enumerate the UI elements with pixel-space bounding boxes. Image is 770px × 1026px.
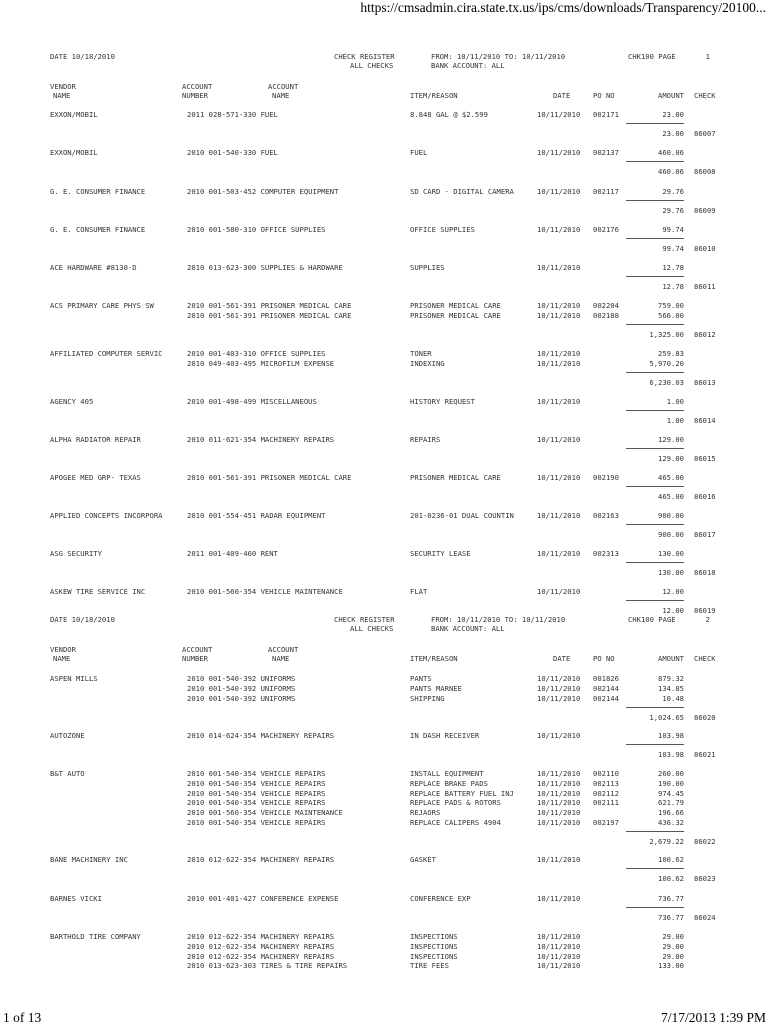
account-line: 2010 001-561-391 PRISONER MEDICAL CARE: [187, 301, 352, 310]
account-line: 2010 013-623-300 SUPPLIES & HARDWARE: [187, 263, 343, 272]
check-number: 86017: [694, 530, 716, 539]
po-number: 002188: [593, 310, 619, 320]
check-total: 103.98: [658, 750, 684, 759]
line-date: 10/11/2010: [537, 808, 581, 818]
check-total: 12.00: [662, 606, 684, 615]
check-number: 86023: [694, 874, 716, 883]
line-date: 10/11/2010: [537, 778, 581, 788]
item-reason: 201-0236-01 DUAL COUNTIN: [410, 511, 514, 520]
line-amount: 103.98: [658, 731, 684, 740]
account-line: 2010 001-540-354 VEHICLE REPAIRS: [187, 818, 326, 827]
subtotal-rule: [626, 123, 684, 124]
item-reason: SECURITY LEASE: [410, 549, 471, 558]
account-line: 2010 049-403-495 MICROFILM EXPENSE: [187, 358, 335, 368]
account-line: 2010 001-540-354 VEHICLE REPAIRS: [187, 798, 326, 808]
item-reason: REPLACE CALIPERS 4904: [410, 818, 501, 827]
col-amount: AMOUNT: [658, 654, 684, 663]
item-reason: IN DASH RECEIVER: [410, 731, 480, 740]
line-date: 10/11/2010: [537, 855, 581, 864]
item-reason: FLAT: [410, 587, 428, 596]
col-account-name: NAME: [272, 654, 290, 663]
line-date: 10/11/2010: [537, 693, 581, 703]
line-amount: 736.77: [658, 894, 684, 903]
item-reason: REJAORS: [410, 808, 441, 818]
vendor-name: BANE MACHINERY INC: [50, 855, 128, 864]
account-line: 2011 001-409-460 RENT: [187, 549, 278, 558]
check-number: 86007: [694, 129, 716, 138]
vendor-name: EXXON/MOBIL: [50, 110, 98, 119]
account-line: 2010 001-560-354 VEHICLE MAINTENANCE: [187, 808, 343, 818]
check-number: 86022: [694, 837, 716, 846]
vendor-name: G. E. CONSUMER FINANCE: [50, 187, 146, 196]
line-date: 10/11/2010: [537, 310, 581, 320]
item-reason: FUEL: [410, 148, 428, 157]
line-amount: 133.00: [658, 961, 684, 971]
check-total: 129.00: [658, 454, 684, 463]
col-date: DATE: [553, 91, 571, 100]
check-total: 465.00: [658, 492, 684, 501]
account-line: 2010 001-580-310 OFFICE SUPPLIES: [187, 225, 326, 234]
line-amount: 196.66: [658, 808, 684, 818]
item-reason: SHIPPING: [410, 693, 445, 703]
line-amount: 436.32: [658, 818, 684, 827]
subtotal-rule: [626, 372, 684, 373]
line-date: 10/11/2010: [537, 397, 581, 406]
vendor-name: ASPEN MILLS: [50, 674, 98, 683]
col-account-name: NAME: [272, 91, 290, 100]
account-line: 2010 001-498-499 MISCELLANEOUS: [187, 397, 317, 406]
col-po-no: PO NO: [593, 91, 615, 100]
item-reason: PRISONER MEDICAL CARE: [410, 301, 501, 310]
line-date: 10/11/2010: [537, 358, 581, 368]
check-number: 86013: [694, 377, 716, 387]
check-number: 86018: [694, 568, 716, 577]
account-line: 2010 001-540-354 VEHICLE REPAIRS: [187, 769, 326, 778]
vendor-name: ASG SECURITY: [50, 549, 102, 558]
account-line: 2010 001-401-427 CONFERENCE EXPENSE: [187, 894, 339, 903]
line-amount: 566.00: [658, 310, 684, 320]
check-total: 23.00: [662, 129, 684, 138]
po-number: 001826: [593, 674, 619, 683]
check-total: 100.62: [658, 874, 684, 883]
vendor-name: BARNES VICKI: [50, 894, 102, 903]
col-account-number: NUMBER: [182, 654, 208, 663]
item-reason: SD CARD - DIGITAL CAMERA: [410, 187, 514, 196]
item-reason: PANTS: [410, 674, 432, 683]
line-amount: 759.00: [658, 301, 684, 310]
vendor-name: EXXON/MOBIL: [50, 148, 98, 157]
line-date: 10/11/2010: [537, 894, 581, 903]
check-number: 86009: [694, 206, 716, 215]
account-line: 2010 001-554-451 RADAR EQUIPMENT: [187, 511, 326, 520]
line-amount: 29.00: [662, 941, 684, 951]
subtotal-rule: [626, 324, 684, 325]
check-number: 86020: [694, 712, 716, 722]
line-amount: 29.00: [662, 932, 684, 941]
check-total: 460.06: [658, 167, 684, 176]
check-number: 86014: [694, 416, 716, 425]
account-line: 2010 013-623-303 TIRES & TIRE REPAIRS: [187, 961, 348, 971]
subtotal-rule: [626, 600, 684, 601]
col-vendor: VENDOR: [50, 645, 76, 654]
po-number: 002111: [593, 798, 619, 808]
po-number: 002171: [593, 110, 619, 119]
check-total: 1.00: [666, 416, 684, 425]
account-line: 2010 011-621-354 MACHINERY REPAIRS: [187, 435, 335, 444]
item-reason: PRISONER MEDICAL CARE: [410, 310, 501, 320]
subtotal-rule: [626, 868, 684, 869]
po-number: 002190: [593, 473, 619, 482]
vendor-name: BARTHOLD TIRE COMPANY: [50, 932, 141, 941]
line-amount: 1.00: [666, 397, 684, 406]
subtotal-rule: [626, 907, 684, 908]
vendor-name: ALPHA RADIATOR REPAIR: [50, 435, 141, 444]
report-code: CHK100 PAGE: [628, 615, 676, 624]
col-vendor: VENDOR: [50, 82, 76, 91]
po-number: 002137: [593, 148, 619, 157]
col-account-number: NUMBER: [182, 91, 208, 100]
line-amount: 99.74: [662, 225, 684, 234]
item-reason: INSTALL EQUIPMENT: [410, 769, 484, 778]
subtotal-rule: [626, 524, 684, 525]
account-line: 2010 001-503-452 COMPUTER EQUIPMENT: [187, 187, 339, 196]
line-amount: 900.00: [658, 511, 684, 520]
report-subtitle: ALL CHECKS: [350, 61, 394, 70]
subtotal-rule: [626, 707, 684, 708]
po-number: 002112: [593, 788, 619, 798]
report-page-number: 2: [705, 615, 710, 624]
item-reason: TIRE FEES: [410, 961, 449, 971]
po-number: 002204: [593, 301, 619, 310]
po-number: 002313: [593, 549, 619, 558]
item-reason: INSPECTIONS: [410, 941, 458, 951]
item-reason: PRISONER MEDICAL CARE: [410, 473, 501, 482]
vendor-name: B&T AUTO: [50, 769, 85, 778]
vendor-name: G. E. CONSUMER FINANCE: [50, 225, 146, 234]
account-line: 2010 001-560-354 VEHICLE MAINTENANCE: [187, 587, 343, 596]
account-line: 2010 014-624-354 MACHINERY REPAIRS: [187, 731, 335, 740]
subtotal-rule: [626, 744, 684, 745]
bank-account: BANK ACCOUNT: ALL: [431, 624, 505, 633]
line-amount: 130.00: [658, 549, 684, 558]
check-number: 86016: [694, 492, 716, 501]
line-amount: 5,970.20: [649, 358, 684, 368]
vendor-name: ACE HARDWARE #8130-D: [50, 263, 137, 272]
bank-account: BANK ACCOUNT: ALL: [431, 61, 505, 70]
col-check: CHECK: [694, 91, 716, 100]
col-date: DATE: [553, 654, 571, 663]
item-reason: CONFERENCE EXP: [410, 894, 471, 903]
col-check: CHECK: [694, 654, 716, 663]
account-line: 2010 001-561-391 PRISONER MEDICAL CARE: [187, 310, 352, 320]
line-amount: 259.83: [658, 349, 684, 358]
line-date: 10/11/2010: [537, 549, 581, 558]
line-date: 10/11/2010: [537, 961, 581, 971]
line-amount: 134.85: [658, 683, 684, 693]
col-account: ACCOUNT: [182, 82, 213, 91]
line-date: 10/11/2010: [537, 301, 581, 310]
subtotal-rule: [626, 200, 684, 201]
po-number: 002113: [593, 778, 619, 788]
check-total: 900.00: [658, 530, 684, 539]
item-reason: REPLACE BRAKE PADS: [410, 778, 488, 788]
check-number: 86021: [694, 750, 716, 759]
account-line: 2010 001-561-391 PRISONER MEDICAL CARE: [187, 473, 352, 482]
line-amount: 974.45: [658, 788, 684, 798]
report-subtitle: ALL CHECKS: [350, 624, 394, 633]
check-number: 86008: [694, 167, 716, 176]
po-number: 002117: [593, 187, 619, 196]
col-amount: AMOUNT: [658, 91, 684, 100]
item-reason: PANTS MARNEE: [410, 683, 462, 693]
item-reason: HISTORY REQUEST: [410, 397, 475, 406]
line-amount: 12.78: [662, 263, 684, 272]
account-line: 2010 001-540-392 UNIFORMS: [187, 674, 296, 683]
item-reason: REPLACE BATTERY FUEL INJ: [410, 788, 514, 798]
check-number: 86024: [694, 913, 716, 922]
vendor-name: AFFILIATED COMPUTER SERVIC: [50, 349, 163, 358]
check-number: 86010: [694, 244, 716, 253]
line-amount: 29.76: [662, 187, 684, 196]
line-date: 10/11/2010: [537, 587, 581, 596]
line-date: 10/11/2010: [537, 951, 581, 961]
subtotal-rule: [626, 448, 684, 449]
line-date: 10/11/2010: [537, 349, 581, 358]
line-date: 10/11/2010: [537, 148, 581, 157]
check-total: 99.74: [662, 244, 684, 253]
col-account: ACCOUNT: [268, 82, 299, 91]
item-reason: REPAIRS: [410, 435, 441, 444]
po-number: 002176: [593, 225, 619, 234]
item-reason: TONER: [410, 349, 432, 358]
col-po-no: PO NO: [593, 654, 615, 663]
line-date: 10/11/2010: [537, 941, 581, 951]
line-date: 10/11/2010: [537, 473, 581, 482]
vendor-name: APPLIED CONCEPTS INCORPORA: [50, 511, 163, 520]
line-amount: 465.00: [658, 473, 684, 482]
line-amount: 12.00: [662, 587, 684, 596]
item-reason: INDEXING: [410, 358, 445, 368]
line-date: 10/11/2010: [537, 225, 581, 234]
po-number: 002163: [593, 511, 619, 520]
report-title: CHECK REGISTER: [334, 52, 395, 61]
line-date: 10/11/2010: [537, 110, 581, 119]
item-reason: REPLACE PADS & ROTORS: [410, 798, 501, 808]
line-amount: 29.00: [662, 951, 684, 961]
print-timestamp: 7/17/2013 1:39 PM: [660, 1010, 766, 1025]
subtotal-rule: [626, 562, 684, 563]
report-title: CHECK REGISTER: [334, 615, 395, 624]
po-number: 002144: [593, 683, 619, 693]
line-date: 10/11/2010: [537, 683, 581, 693]
line-amount: 129.00: [658, 435, 684, 444]
report-date: DATE 10/18/2010: [50, 615, 115, 624]
check-total: 6,230.03: [649, 377, 684, 387]
col-vendor-name: NAME: [53, 654, 71, 663]
account-line: 2010 001-540-392 UNIFORMS: [187, 683, 296, 693]
col-vendor-name: NAME: [53, 91, 71, 100]
line-date: 10/11/2010: [537, 932, 581, 941]
check-total: 12.78: [662, 282, 684, 291]
line-date: 10/11/2010: [537, 731, 581, 740]
browser-url-header: https://cmsadmin.cira.state.tx.us/ips/cms/downloads/Transparency/20100...: [360, 0, 766, 15]
check-total: 130.00: [658, 568, 684, 577]
report-date-range: FROM: 10/11/2010 TO: 10/11/2010: [431, 615, 566, 624]
item-reason: INSPECTIONS: [410, 951, 458, 961]
item-reason: OFFICE SUPPLIES: [410, 225, 475, 234]
account-line: 2010 001-403-310 OFFICE SUPPLIES: [187, 349, 326, 358]
account-line: 2010 012-622-354 MACHINERY REPAIRS: [187, 932, 335, 941]
check-number: 86015: [694, 454, 716, 463]
line-date: 10/11/2010: [537, 818, 581, 827]
line-date: 10/11/2010: [537, 263, 581, 272]
line-amount: 260.00: [658, 769, 684, 778]
subtotal-rule: [626, 831, 684, 832]
check-total: 1,325.00: [649, 329, 684, 339]
item-reason: INSPECTIONS: [410, 932, 458, 941]
account-line: 2010 001-540-354 VEHICLE REPAIRS: [187, 778, 326, 788]
line-amount: 879.32: [658, 674, 684, 683]
line-date: 10/11/2010: [537, 788, 581, 798]
line-amount: 10.48: [662, 693, 684, 703]
line-amount: 100.62: [658, 855, 684, 864]
line-date: 10/11/2010: [537, 435, 581, 444]
account-line: 2010 001-540-330 FUEL: [187, 148, 278, 157]
account-line: 2010 001-540-354 VEHICLE REPAIRS: [187, 788, 326, 798]
po-number: 002144: [593, 693, 619, 703]
report-date: DATE 10/18/2010: [50, 52, 115, 61]
vendor-name: ASKEW TIRE SERVICE INC: [50, 587, 146, 596]
check-number: 86019: [694, 606, 716, 615]
report-page-number: 1: [705, 52, 710, 61]
account-line: 2010 012-622-354 MACHINERY REPAIRS: [187, 941, 335, 951]
report-date-range: FROM: 10/11/2010 TO: 10/11/2010: [431, 52, 566, 61]
report-code: CHK100 PAGE: [628, 52, 676, 61]
vendor-name: AUTOZONE: [50, 731, 85, 740]
subtotal-rule: [626, 161, 684, 162]
vendor-name: APOGEE MED GRP- TEXAS: [50, 473, 141, 482]
check-total: 1,024.65: [649, 712, 684, 722]
po-number: 002197: [593, 818, 619, 827]
subtotal-rule: [626, 486, 684, 487]
line-amount: 460.06: [658, 148, 684, 157]
account-line: 2010 012-622-354 MACHINERY REPAIRS: [187, 855, 335, 864]
check-total: 2,679.22: [649, 837, 684, 846]
subtotal-rule: [626, 410, 684, 411]
col-account: ACCOUNT: [268, 645, 299, 654]
line-date: 10/11/2010: [537, 769, 581, 778]
line-date: 10/11/2010: [537, 511, 581, 520]
vendor-name: ACS PRIMARY CARE PHYS SW: [50, 301, 154, 310]
col-account: ACCOUNT: [182, 645, 213, 654]
account-line: 2010 001-540-392 UNIFORMS: [187, 693, 296, 703]
line-date: 10/11/2010: [537, 798, 581, 808]
check-total: 29.76: [662, 206, 684, 215]
line-date: 10/11/2010: [537, 187, 581, 196]
line-amount: 621.79: [658, 798, 684, 808]
item-reason: SUPPLIES: [410, 263, 445, 272]
line-amount: 190.00: [658, 778, 684, 788]
page-indicator: 1 of 13: [3, 1010, 42, 1025]
subtotal-rule: [626, 276, 684, 277]
line-date: 10/11/2010: [537, 674, 581, 683]
account-line: 2010 012-622-354 MACHINERY REPAIRS: [187, 951, 335, 961]
check-number: 86011: [694, 282, 716, 291]
check-number: 86012: [694, 329, 716, 339]
vendor-name: AGENCY 405: [50, 397, 94, 406]
check-total: 736.77: [658, 913, 684, 922]
subtotal-rule: [626, 238, 684, 239]
po-number: 002110: [593, 769, 619, 778]
col-item-reason: ITEM/REASON: [410, 654, 458, 663]
account-line: 2011 028-571-330 FUEL: [187, 110, 278, 119]
item-reason: 8.848 GAL @ $2.599: [410, 110, 488, 119]
col-item-reason: ITEM/REASON: [410, 91, 458, 100]
line-amount: 23.00: [662, 110, 684, 119]
item-reason: GASKET: [410, 855, 436, 864]
